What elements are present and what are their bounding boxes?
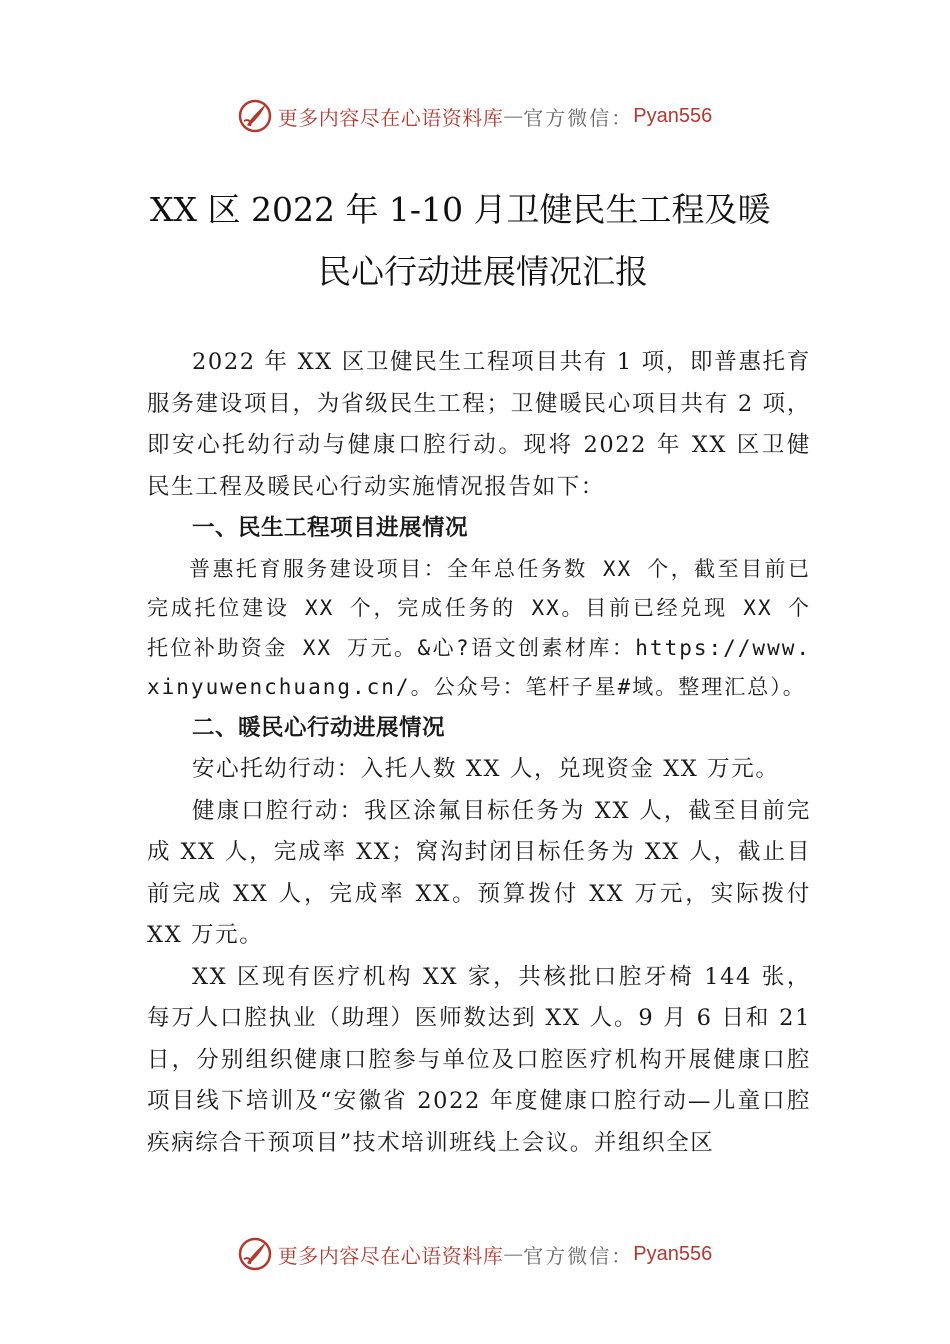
- section2-paragraph-childcare: 安心托幼行动：入托人数 XX 人，兑现资金 XX 万元。: [192, 756, 780, 782]
- quill-logo-icon: [238, 99, 272, 133]
- banner-brand-text: 更多内容尽在心语资料库: [277, 1243, 504, 1268]
- banner-dash: —: [503, 1242, 524, 1266]
- banner-wechat-id: Pyan556: [633, 1242, 713, 1265]
- banner-wechat-id: Pyan556: [633, 104, 713, 127]
- banner-wechat-label: 官方微信：: [523, 1243, 634, 1268]
- document-title-line1: XX 区 2022 年 1-10 月卫健民生工程及暖: [150, 190, 771, 229]
- footer-watermark-banner: [0, 1234, 950, 1274]
- intro-paragraph: 2022 年 XX 区卫健民生工程项目共有 1 项，即普惠托育服务建设项目，为省级民生工程；卫健暖民心项目共有 2 项，即安心托幼行动与健康口腔行动。现将 2022 年 XX 区卫健民生工程及暖民心行动实施情况报告如下：: [147, 349, 811, 500]
- section1-heading: 一、民生工程项目进展情况: [192, 515, 469, 541]
- document-title-line2: 民心行动进展情况汇报: [318, 252, 648, 291]
- header-watermark-banner: [0, 96, 950, 136]
- banner-brand-text: 更多内容尽在心语资料库: [277, 105, 504, 130]
- quill-logo-icon: [238, 1237, 272, 1271]
- section2-paragraph-medical: XX 区现有医疗机构 XX 家，共核批口腔牙椅 144 张，每万人口腔执业（助理）医师数达到 XX 人。9 月 6 日和 21 日，分别组织健康口腔参与单位及口腔医疗机构开展健康口腔项目线下培训及“安徽省 2022 年度健康口腔行动—儿童口腔疾病综合干预项目”技术培训班线上会议。并组织全区: [147, 963, 811, 1156]
- document-body: [147, 342, 811, 1164]
- section2-paragraph-oral-health: 健康口腔行动：我区涂氟目标任务为 XX 人，截至目前完成 XX 人，完成率 XX；窝沟封闭目标任务为 XX 人，截止目前完成 XX 人，完成率 XX。预算拨付 XX 万元，实际拨付 XX 万元。: [147, 797, 811, 948]
- section2-heading: 二、暖民心行动进展情况: [192, 714, 446, 741]
- banner-dash: —: [503, 104, 524, 128]
- section1-paragraph: 普惠托育服务建设项目：全年总任务数 XX 个，截至目前已完成托位建设 XX 个，完成任务的 XX。目前已经兑现 XX 个托位补助资金 XX 万元。&心?语文创素材库：https://www.xinyuwenchuang.cn/。公众号：笔杆子星#域。整理汇总）。: [147, 556, 811, 699]
- banner-wechat-label: 官方微信：: [523, 105, 634, 130]
